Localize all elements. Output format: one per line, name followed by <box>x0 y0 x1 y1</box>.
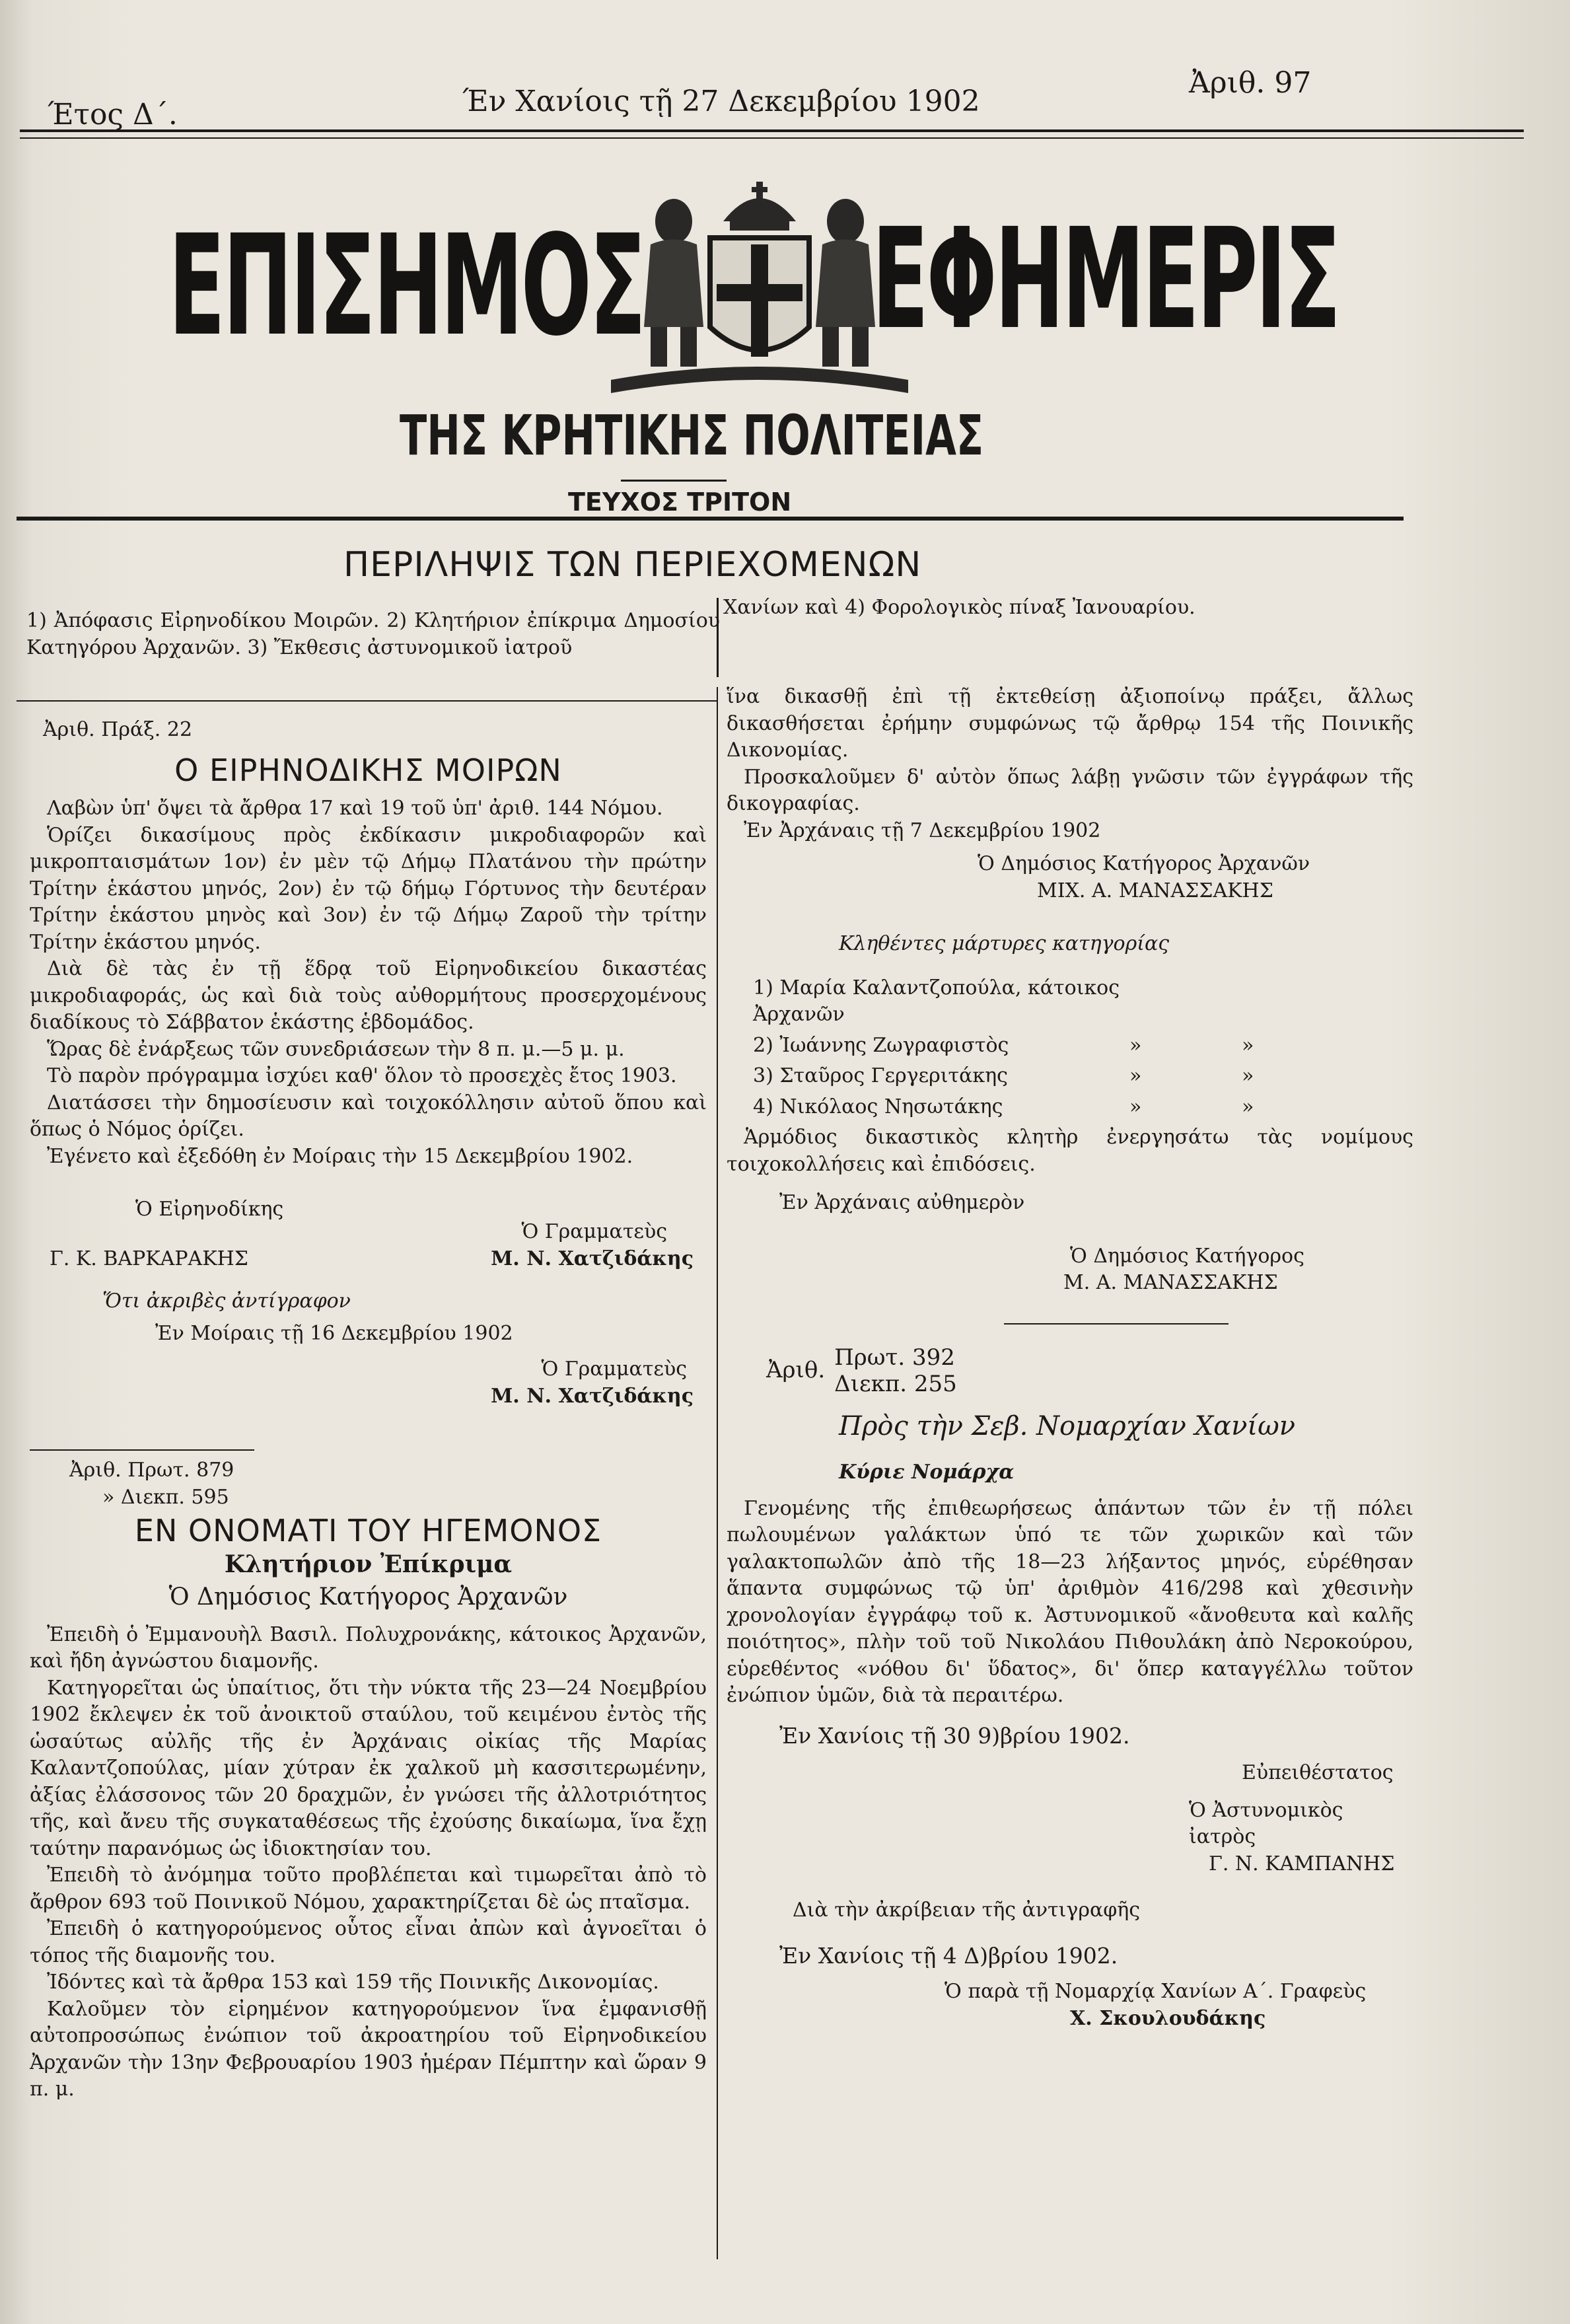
contents-right <box>723 595 1417 622</box>
report-date: Ἐν Χανίοις τῇ 30 9)βρίου 1902. <box>779 1722 1130 1749</box>
act1-paragraph: Διὰ δὲ τὰς ἐν τῇ ἕδρᾳ τοῦ Εἰρηνοδικείου δικαστέας μικροδιαφοράς, ὡς καὶ διὰ τοὺς αὐθορμήτους προσερχομένους διαδίκους τὸ Σάββατον ἑκάστης ἑβδομάδος. <box>30 957 707 1034</box>
doctor-name: Γ. Ν. ΚΑΜΠΑΝΗΣ <box>1209 1852 1395 1875</box>
act1-copy-role: Ὁ Γραμματεὺς <box>541 1358 687 1381</box>
header-rule <box>20 129 1524 132</box>
column-divider <box>717 687 718 2259</box>
act2-number-1: Ἀριθ. Πρωτ. 879 <box>69 1459 234 1482</box>
act2-issuer: Ὁ Δημόσιος Κατήγορος Ἀρχανῶν <box>168 1583 568 1611</box>
act1-paragraph: Τὸ παρὸν πρόγραμμα ἰσχύει καθ' ὅλον τὸ προσεχὲς ἔτος 1903. <box>47 1064 677 1087</box>
issue-date: Έν Χανίοις τῇ 27 Δεκεμβρίου 1902 <box>462 85 980 118</box>
act1-number: Ἀριθ. Πράξ. 22 <box>43 718 193 741</box>
act1-copy-note: Ὅτι ἀκριβὲς ἀντίγραφον <box>102 1289 351 1313</box>
act1-paragraph: Λαβὼν ὑπ' ὄψει τὰ ἄρθρα 17 καὶ 19 τοῦ ὑπ' ἀριθ. 144 Νόμου. <box>47 797 663 820</box>
contents-right-text: Χανίων καὶ 4) Φορολογικὸς πίναξ Ἰανουαρίου. <box>723 596 1195 619</box>
masthead-word-right: ΕΦΗΜΕΡΙΣ <box>872 198 1339 360</box>
prosecutor-role: Ὁ Δημόσιος Κατήγορος Ἀρχανῶν <box>978 852 1310 875</box>
witness-row <box>753 1094 1413 1121</box>
report-copy-date: Ἐν Χανίοις τῇ 4 Δ)βρίου 1902. <box>779 1942 1118 1969</box>
witness-name: 3) Σταῦρος Γεργεριτάκης <box>753 1064 1008 1087</box>
witness-row <box>753 1063 1413 1090</box>
final-name: Μ. Α. ΜΑΝΑΣΣΑΚΗΣ <box>1063 1271 1278 1294</box>
continuation-paragraph: Προσκαλοῦμεν δ' αὐτὸν ὅπως λάβῃ γνῶσιν τῶν ἐγγράφων τῆς δικογραφίας. <box>727 765 1413 815</box>
act2-paragraph: Καλοῦμεν τὸν εἰρημένον κατηγορούμενον ἵνα ἐμφανισθῇ αὐτοπροσώπως ἐνώπιον τοῦ ἀκροατηρίου τοῦ Εἰρηνοδικείου Ἀρχανῶν τὴν 13ην Φεβρουαρίου 1903 ἡμέραν Πέμπτην καὶ ὥραν 9 π. μ. <box>30 1997 707 2101</box>
report-diekp: Διεκπ. 255 <box>834 1370 957 1397</box>
masthead-rule <box>17 517 1404 521</box>
report-reference <box>766 1344 1413 1397</box>
witness-row <box>753 1033 1413 1060</box>
report-salutation: Κύριε Νομάρχα <box>839 1461 1015 1484</box>
prosecutor-name: ΜΙΧ. Α. ΜΑΝΑΣΣΑΚΗΣ <box>1037 879 1273 902</box>
contents-rule <box>17 700 717 702</box>
act2-number-2: » Διεκπ. 595 <box>102 1485 229 1509</box>
volume-label: ΤΕΥΧΟΣ ΤΡΙΤΟΝ <box>568 488 792 517</box>
witness-name: 2) Ἰωάννης Ζωγραφιστὸς <box>753 1033 1009 1057</box>
witnesses-heading: Κληθέντες μάρτυρες κατηγορίας <box>839 932 1170 955</box>
act2-paragraph: Ἰδόντες καὶ τὰ ἄρθρα 153 καὶ 159 τῆς Ποινικῆς Δικονομίας. <box>47 1971 659 1994</box>
contents-heading: ΠΕΡΙΛΗΨΙΣ ΤΩΝ ΠΕΡΙΕΧΟΜΕΝΩΝ <box>343 545 922 585</box>
clerk-role: Ὁ παρὰ τῇ Νομαρχίᾳ Χανίων Α΄. Γραφεὺς <box>945 1980 1367 2003</box>
report-arith: Ἀριθ. <box>766 1357 826 1384</box>
coat-of-arms-emblem <box>598 162 921 400</box>
justice-role: Ὁ Εἰρηνοδίκης <box>135 1198 284 1221</box>
witness-row <box>753 975 1413 1029</box>
witness-ditto: » <box>1129 1033 1142 1057</box>
witness-ditto: » <box>1242 1095 1254 1118</box>
doctor-role: Ὁ Ἀστυνομικὸς ἰατρὸς <box>1189 1798 1343 1848</box>
continuation-paragraph: ἵνα δικασθῇ ἐπὶ τῇ ἐκτεθείσῃ ἀξιοποίνῳ πράξει, ἄλλως δικασθήσεται ἐρήμην συμφώνως τῷ ἄρθρῳ 154 τῆς Ποινικῆς Δικονομίας. <box>727 685 1413 762</box>
act1-paragraph: Ὁρίζει δικασίμους πρὸς ἐκδίκασιν μικροδιαφορῶν καὶ μικροπταισμάτων 1ον) ἐν μὲν τῷ Δήμῳ Πλατάνου τὴν πρώτην Τρίτην ἑκάστου μηνός, 2ον) ἐν τῷ δήμῳ Γόρτυνος τὴν δευτέραν Τρίτην ἑκάστου μηνὸς καὶ 3ον) ἐν τῷ Δήμῳ Ζαροῦ τὴν τρίτην Τρίτην ἑκάστου μηνός. <box>30 823 707 954</box>
act1-paragraph: Ὥρας δὲ ἐνάρξεως τῶν συνεδριάσεων τὴν 8 π. μ.—5 μ. μ. <box>47 1037 625 1061</box>
witness-name: 1) Μαρία Καλαντζοπούλα, κάτοικος Ἀρχανῶν <box>753 976 1120 1026</box>
place-today: Ἐν Ἀρχάναις αὐθημερὸν <box>779 1191 1025 1214</box>
year-label: Έτος Δ΄. <box>48 98 178 131</box>
act1-signatures-names <box>30 1246 707 1273</box>
act1-title: Ο ΕΙΡΗΝΟΔΙΚΗΣ ΜΟΙΡΩΝ <box>174 752 562 788</box>
act1-paragraph: Διατάσσει τὴν δημοσίευσιν καὶ τοιχοκόλλησιν αὐτοῦ ὅπου καὶ ὅπως ὁ Νόμος ὁρίζει. <box>30 1091 707 1141</box>
justice-name: Γ. Κ. ΒΑΡΚΑΡΑΚΗΣ <box>50 1247 248 1270</box>
report-prot: Πρωτ. 392 <box>834 1344 955 1371</box>
masthead-subtitle: ΤΗΣ ΚΡΗΤΙΚΗΣ ΠΟΛΙΤΕΙΑΣ <box>400 403 984 468</box>
charge-place-date: Ἐν Ἀρχάναις τῇ 7 Δεκεμβρίου 1902 <box>744 818 1101 842</box>
clerk-name: Μ. Ν. Χατζιδάκης <box>491 1247 694 1270</box>
act1-signatures-roles <box>30 1196 707 1246</box>
act2-title: ΕΝ ΟΝΟΜΑΤΙ ΤΟΥ ΗΓΕΜΟΝΟΣ <box>134 1513 602 1548</box>
witness-name: 4) Νικόλαος Νησωτάκης <box>753 1095 1003 1118</box>
act1-end-rule <box>30 1449 254 1451</box>
witness-ditto: » <box>1129 1064 1142 1087</box>
report-addressee: Πρὸς τὴν Σεβ. Νομαρχίαν Χανίων <box>839 1410 1296 1441</box>
act1-paragraph: Ἐγένετο καὶ ἐξεδόθη ἐν Μοίραις τὴν 15 Δεκεμβρίου 1902. <box>47 1144 633 1168</box>
witness-ditto: » <box>1129 1095 1142 1118</box>
act2-paragraph: Ἐπειδὴ ὁ κατηγορούμενος οὗτος εἶναι ἀπὼν καὶ ἀγνοεῖται ὁ τόπος τῆς διαμονῆς του. <box>30 1917 707 1967</box>
clerk-name: Χ. Σκουλουδάκης <box>1070 2006 1266 2030</box>
masthead-word-left: ΕΠΙΣΗΜΟΣ <box>168 205 644 367</box>
contents-left <box>26 608 720 661</box>
subtitle-underline <box>621 480 727 482</box>
witness-ditto: » <box>1242 1033 1254 1057</box>
report-rule <box>1004 1323 1229 1325</box>
contents-divider <box>717 598 719 677</box>
left-column <box>30 717 707 2103</box>
clerk-role: Ὁ Γραμματεὺς <box>521 1220 667 1243</box>
final-role: Ὁ Δημόσιος Κατήγορος <box>1070 1244 1304 1268</box>
report-closing: Εὐπειθέστατος <box>1242 1761 1394 1784</box>
header-rule-thin <box>20 137 1524 139</box>
issue-number: Ἀριθ. 97 <box>1189 66 1312 100</box>
report-body: Γενομένης τῆς ἐπιθεωρήσεως ἁπάντων τῶν ἐν τῇ πόλει πωλουμένων γαλάκτων ὑπό τε τῶν χωρικῶν καὶ τῶν γαλακτοπωλῶν ἀπὸ τῆς 18—23 λήξαντος μηνός, εὑρέθησαν ἅπαντα συμφώνως τῷ ὑπ' ἀριθμὸν 416/298 καὶ χθεσινὴν χρονολογίαν ἐγγράφῳ τοῦ κ. Ἀστυνομικοῦ «ἄνοθευτα καὶ καλῆς ποιότητος», πλὴν τοῦ τοῦ Νικολάου Πιθουλάκη ἀπὸ Νεροκούρου, εὑρεθέντος «νόθου δι' ὕδατος», δι' ὅπερ καταγγέλλω τοῦτον ἐνώπιον ὑμῶν, διὰ τὰ περαιτέρω. <box>727 1496 1413 1707</box>
act2-paragraph: Ἐπειδὴ τὸ ἀνόμημα τοῦτο προβλέπεται καὶ τιμωρεῖται ἀπὸ τὸ ἄρθρον 693 τοῦ Ποινικοῦ Νόμου, χαρακτηρίζεται δὲ ὡς πταῖσμα. <box>30 1864 707 1914</box>
bailiff-note: Ἁρμόδιος δικαστικὸς κλητὴρ ἐνεργησάτω τὰς νομίμους τοιχοκολλήσεις καὶ ἐπιδόσεις. <box>727 1126 1413 1176</box>
act2-paragraph: Κατηγορεῖται ὡς ὑπαίτιος, ὅτι τὴν νύκτα τῆς 23—24 Νοεμβρίου 1902 ἔκλεψεν ἐκ τοῦ ἀνοικτοῦ σταύλου, τοῦ κειμένου ἐντὸς τῆς ὡσαύτως αὐλῆς τῆς ἐν Ἀρχάναις οἰκίας τῆς Μαρίας Καλαντζοπούλας, μίαν χύτραν ἐκ χαλκοῦ μὴ κασσιτερωμένην, ἀξίας ἐλάσσονος τῶν 20 δραχμῶν, ἐν γνώσει τῆς ἀλλοτριότητος τῆς, καὶ ἄνευ τῆς συγκαταθέσεως τῆς ἐχούσης δικαίωμα, ἵνα ἔχῃ ταύτην παρανόμως ὡς ἰδιοκτησίαν του. <box>30 1676 707 1860</box>
witness-ditto: » <box>1242 1064 1254 1087</box>
act2-subtitle: Κλητήριον Ἐπίκριμα <box>224 1550 513 1578</box>
act1-copy-date: Ἐν Μοίραις τῇ 16 Δεκεμβρίου 1902 <box>155 1321 513 1345</box>
witness-ditto <box>1129 975 1242 1029</box>
contents-left-text: 1) Ἀπόφασις Εἰρηνοδίκου Μοιρῶν. 2) Κλητήριον ἐπίκριμα Δημοσίου Κατηγόρου Ἀρχανῶν. 3) Ἔκθεσις ἀστυνομικοῦ ἰατροῦ <box>26 609 720 659</box>
right-column <box>727 684 1413 2032</box>
act2-paragraph: Ἐπειδὴ ὁ Ἐμμανουὴλ Βασιλ. Πολυχρονάκης, κάτοικος Ἀρχανῶν, καὶ ἤδη ἀγνώστου διαμονῆς. <box>30 1622 707 1673</box>
act1-copy-name: Μ. Ν. Χατζιδάκης <box>491 1384 694 1408</box>
report-copy-note: Διὰ τὴν ἀκρίβειαν τῆς ἀντιγραφῆς <box>793 1899 1141 1922</box>
